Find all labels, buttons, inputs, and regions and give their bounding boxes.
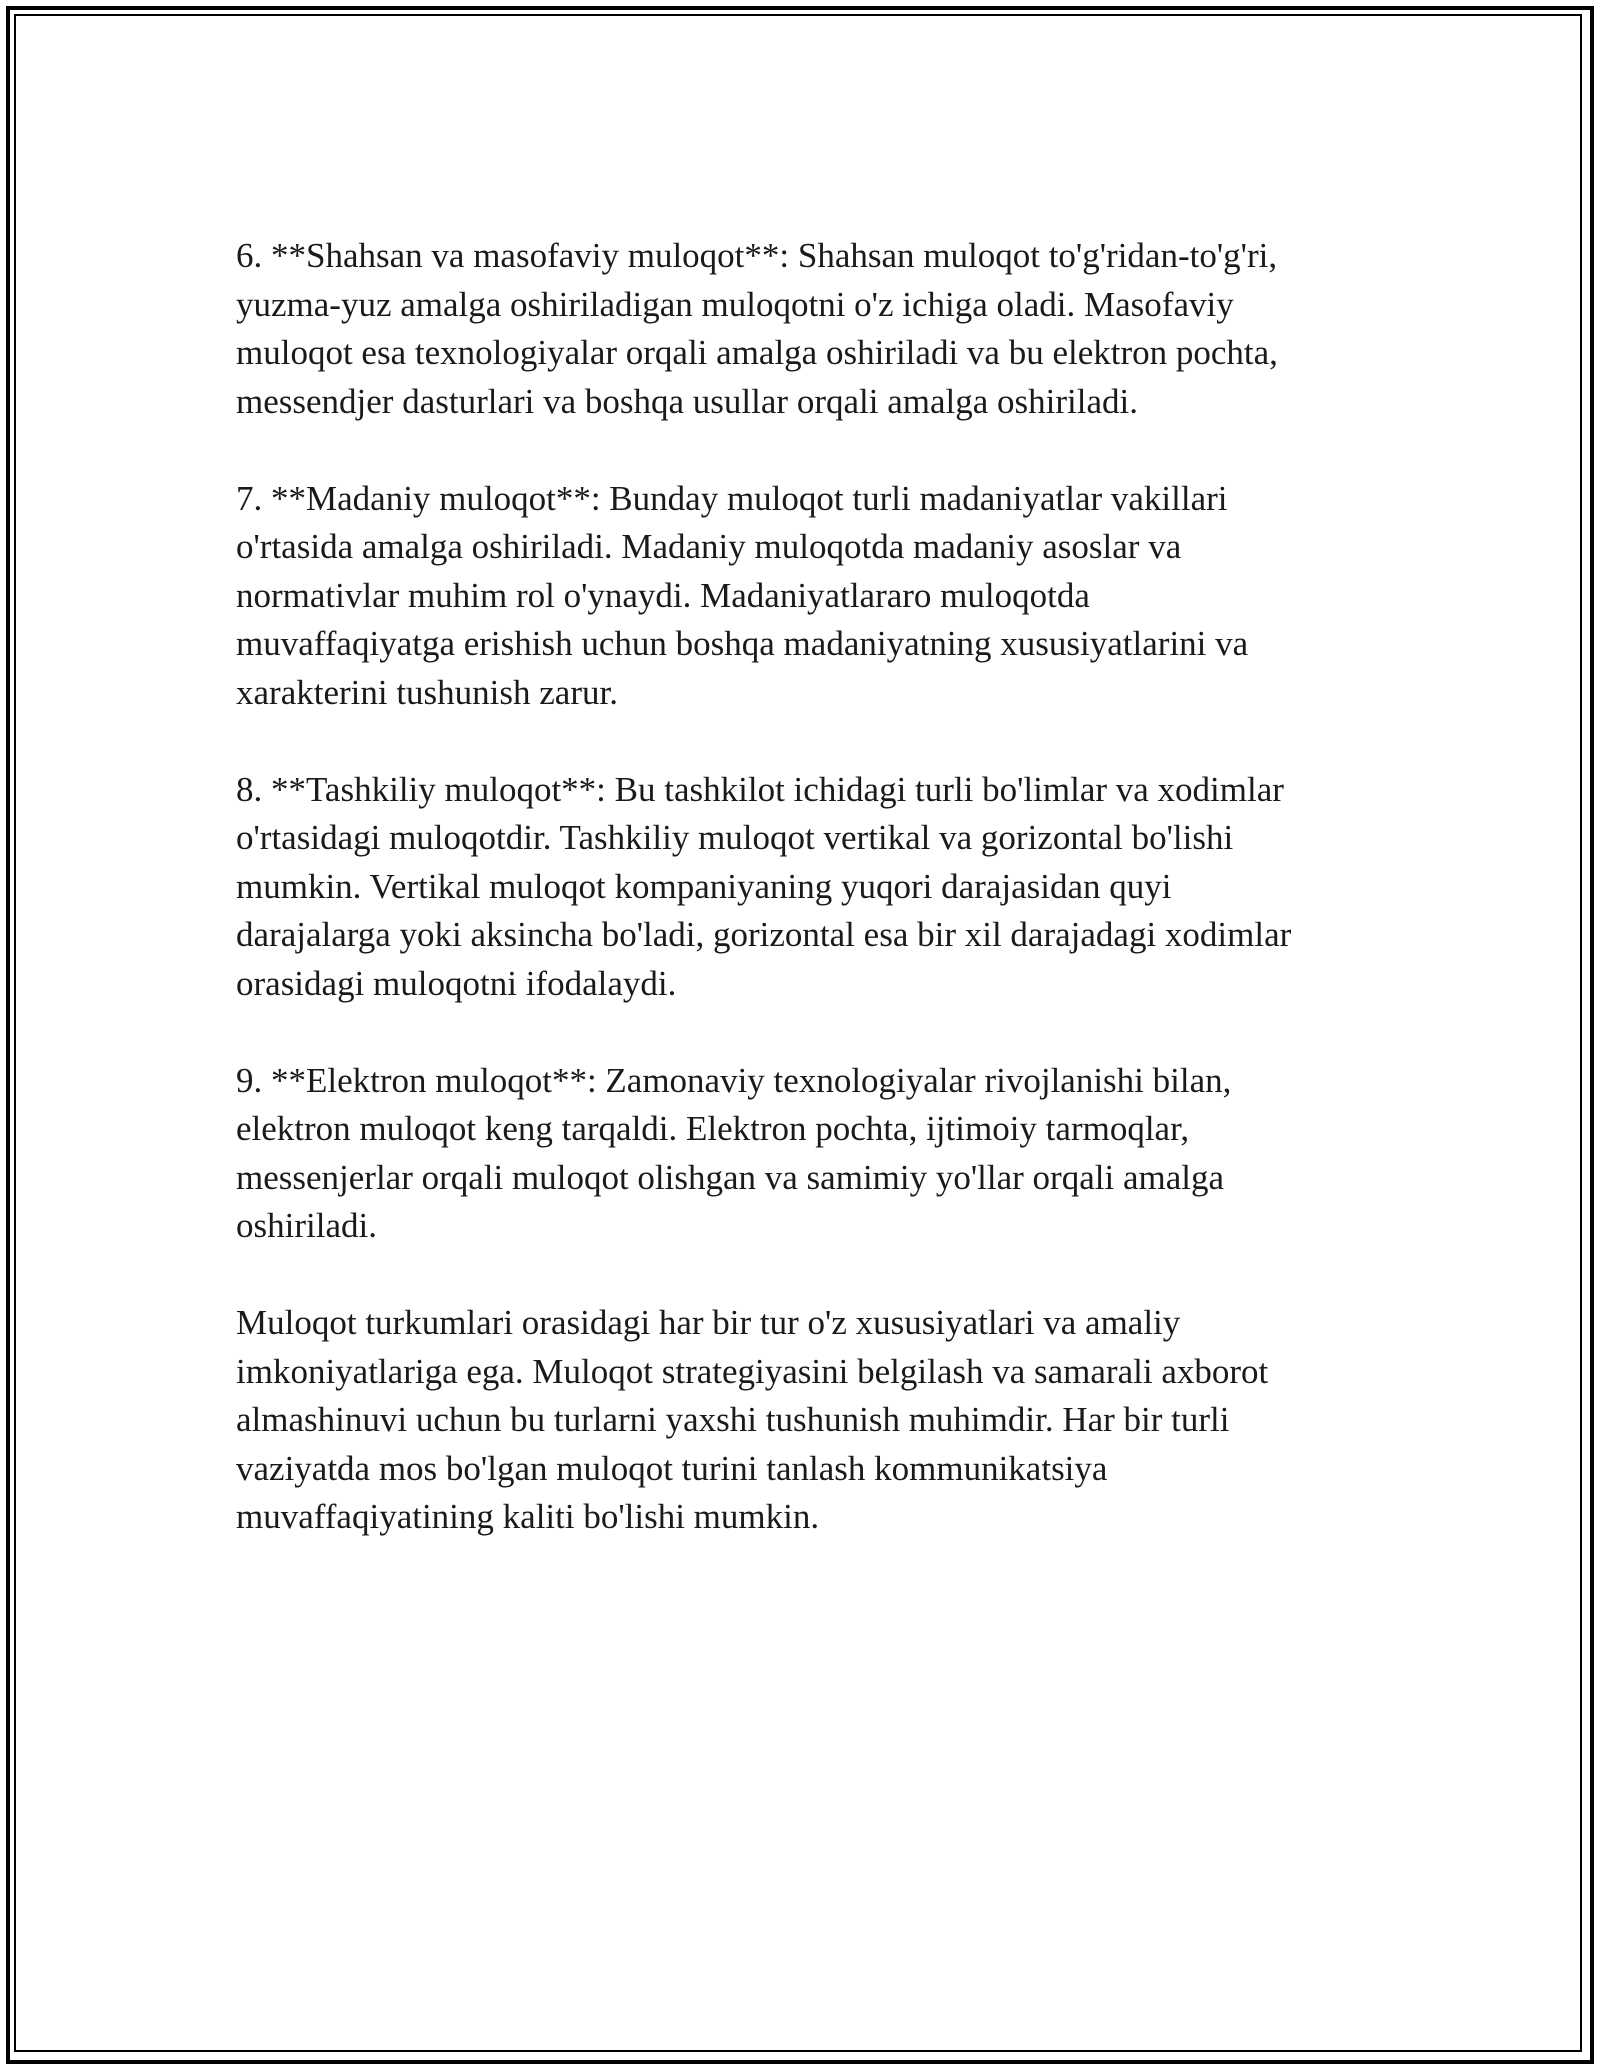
document-body [236,232,1366,1542]
paragraph-madaniy-muloqot: 7. **Madaniy muloqot**: Bunday muloqot turli madaniyatlar vakillari o'rtasida amalga oshiriladi. Madaniy muloqotda madaniy asoslar va normativlar muhim rol o'ynaydi. Madaniyatlararo muloqotda muvaffaqiyatga erishish uchun boshqa madaniyatning xususiyatlarini va xarakterini tushunish zarur. [236,478,1249,712]
paragraph-shahsan-masofaviy-muloqot: 6. **Shahsan va masofaviy muloqot**: Shahsan muloqot to'g'ridan-to'g'ri, yuzma-yuz amalga oshiriladigan muloqotni o'z ichiga oladi. Masofaviy muloqot esa texnologiyalar orqali amalga oshiriladi va bu elektron pochta, messendjer dasturlari va boshqa usullar orqali amalga oshiriladi. [236,236,1278,421]
paragraph-elektron-muloqot: 9. **Elektron muloqot**: Zamonaviy texnologiyalar rivojlanishi bilan, elektron muloqot keng tarqaldi. Elektron pochta, ijtimoiy tarmoqlar, messenjerlar orqali muloqot olishgan va samimiy yo'llar orqali amalga oshiriladi. [236,1060,1232,1245]
paragraph-tashkiliy-muloqot: 8. **Tashkiliy muloqot**: Bu tashkilot ichidagi turli bo'limlar va xodimlar o'rtasidagi muloqotdir. Tashkiliy muloqot vertikal va gorizontal bo'lishi mumkin. Vertikal muloqot kompaniyaning yuqori darajasidan quyi darajalarga yoki aksincha bo'ladi, gorizontal esa bir xil darajadagi xodimlar orasidagi muloqotni ifodalaydi. [236,769,1292,1003]
paragraph-conclusion: Muloqot turkumlari orasidagi har bir tur o'z xususiyatlari va amaliy imkoniyatlariga ega. Muloqot strategiyasini belgilash va samarali axborot almashinuvi uchun bu turlarni yaxshi tushunish muhimdir. Har bir turli vaziyatda mos bo'lgan muloqot turini tanlash kommunikatsiya muvaffaqiyatining kaliti bo'lishi mumkin. [236,1303,1269,1536]
